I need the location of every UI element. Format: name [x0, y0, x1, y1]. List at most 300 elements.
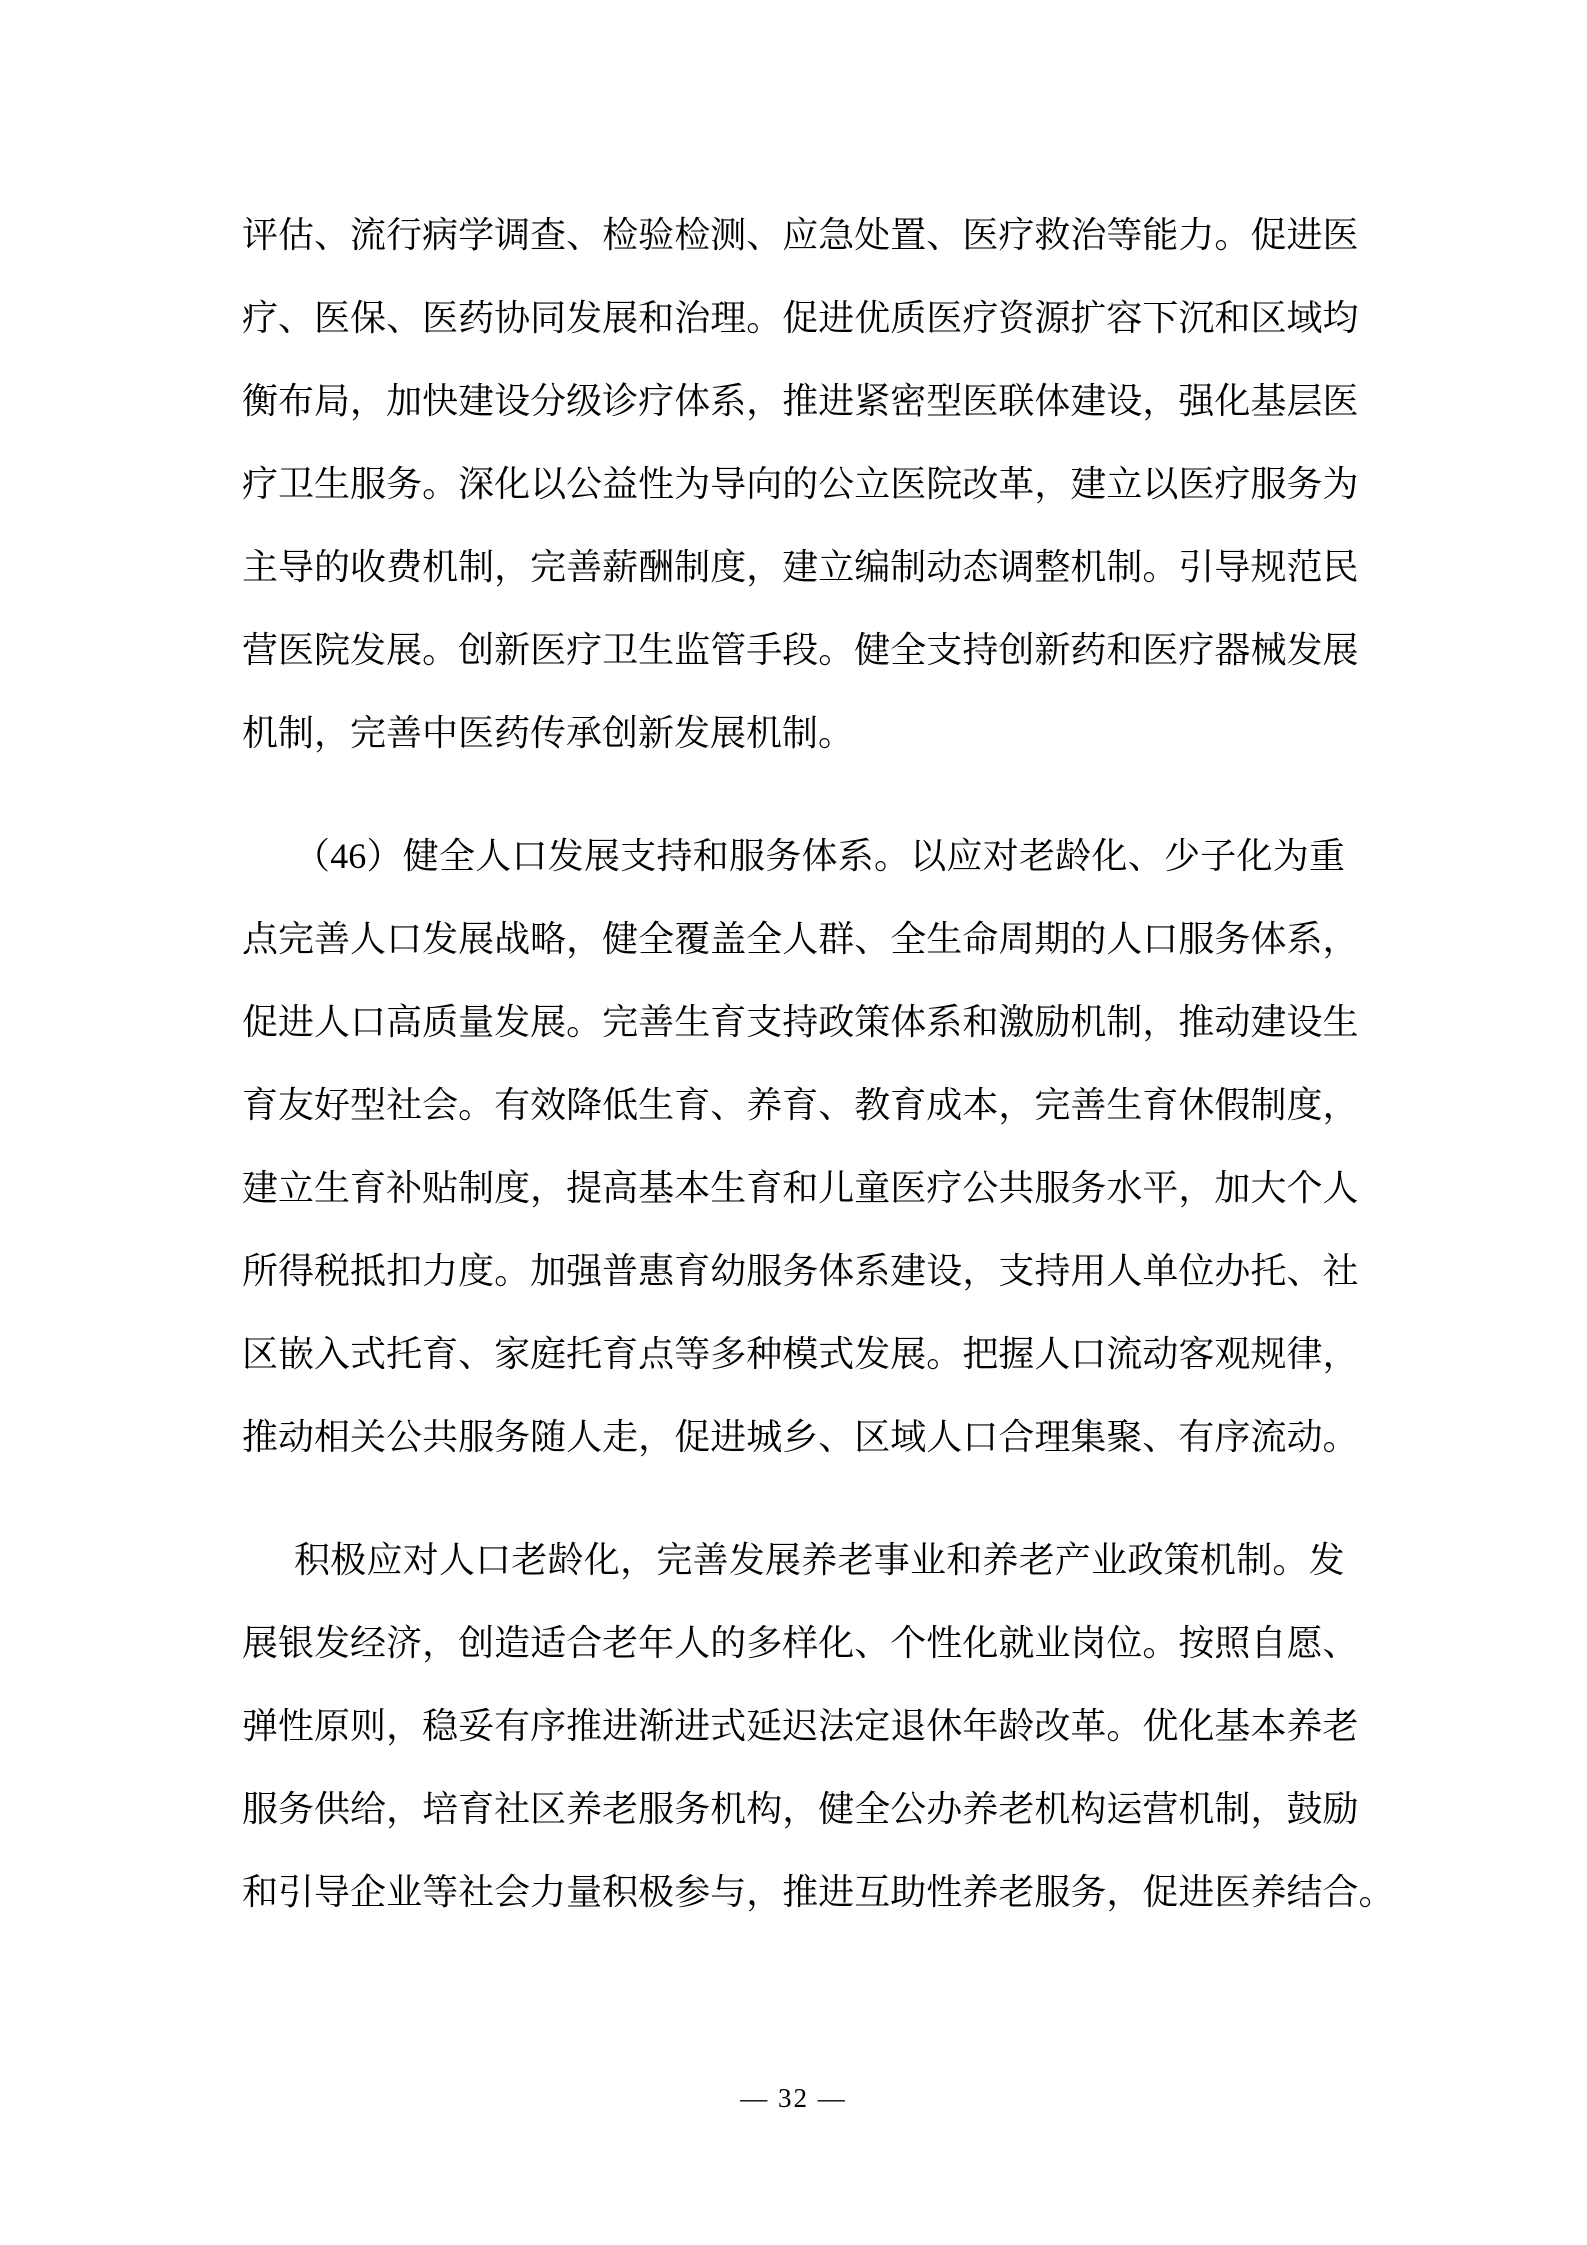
glyph: 化: [1091, 836, 1128, 876]
glyph: 医: [1214, 1872, 1251, 1912]
text-line: [242, 1851, 1395, 1934]
glyph: 医: [530, 630, 567, 670]
glyph: 医: [1142, 630, 1179, 670]
glyph: 务: [386, 464, 423, 504]
text-line: [242, 1768, 1359, 1851]
text-line: [242, 1147, 1359, 1230]
glyph: 应: [946, 836, 983, 876]
glyph: 发: [674, 713, 711, 753]
glyph: 发: [547, 836, 584, 876]
glyph: 快: [422, 381, 459, 421]
glyph: 本: [674, 1168, 711, 1208]
glyph: 域: [1286, 298, 1323, 338]
glyph: 医: [962, 381, 999, 421]
glyph: 假: [1214, 1085, 1251, 1125]
glyph: 重: [1308, 836, 1345, 876]
glyph: 营: [1142, 1789, 1179, 1829]
glyph: 改: [962, 464, 999, 504]
glyph: 自: [1250, 1623, 1287, 1663]
glyph: 医: [314, 298, 351, 338]
glyph: 衡: [242, 381, 279, 421]
glyph: 中: [422, 713, 459, 753]
glyph: 全: [438, 836, 475, 876]
glyph: 共: [998, 1168, 1035, 1208]
glyph: 助: [890, 1872, 927, 1912]
glyph: 。: [422, 630, 459, 670]
glyph: ，: [1250, 1789, 1287, 1829]
glyph: 原: [314, 1706, 351, 1746]
glyph: 人: [1034, 1334, 1071, 1374]
glyph: 质: [890, 298, 927, 338]
glyph: 进: [674, 1706, 711, 1746]
glyph: 构: [1070, 1789, 1107, 1829]
glyph: 老: [998, 1872, 1035, 1912]
glyph: 全: [638, 919, 675, 959]
glyph: 治: [674, 298, 711, 338]
glyph: 展: [890, 1334, 927, 1374]
glyph: 、: [854, 1623, 891, 1663]
glyph: 发: [1308, 1540, 1345, 1580]
glyph: 力: [1178, 215, 1215, 255]
glyph: 服: [1250, 464, 1287, 504]
glyph: 、: [1286, 1251, 1323, 1291]
glyph: 育: [746, 1168, 783, 1208]
glyph: 握: [998, 1334, 1035, 1374]
glyph: 老: [1018, 1540, 1055, 1580]
glyph: 度: [494, 1168, 531, 1208]
glyph: 度: [1286, 1085, 1323, 1125]
glyph: 体: [1250, 919, 1287, 959]
glyph: 系: [710, 381, 747, 421]
glyph: 管: [710, 630, 747, 670]
glyph: 。: [422, 464, 459, 504]
glyph: 积: [294, 1540, 331, 1580]
glyph: 老: [998, 1789, 1035, 1829]
glyph: 全: [854, 1789, 891, 1829]
glyph: 务: [494, 1417, 531, 1457]
glyph: ，: [530, 1168, 567, 1208]
glyph: 区: [1250, 298, 1287, 338]
glyph: 服: [1034, 1168, 1071, 1208]
glyph: 老: [1322, 1706, 1359, 1746]
glyph: 口: [350, 1002, 387, 1042]
glyph: 改: [1034, 1706, 1071, 1746]
glyph: 革: [1070, 1706, 1107, 1746]
glyph: 革: [998, 464, 1035, 504]
glyph: 童: [854, 1168, 891, 1208]
glyph: 照: [1214, 1623, 1251, 1663]
glyph: 效: [530, 1085, 567, 1125]
glyph: 进: [818, 1872, 855, 1912]
text-line: [242, 1064, 1359, 1147]
glyph: 生: [674, 1002, 711, 1042]
glyph: 建: [782, 547, 819, 587]
glyph: 支: [620, 836, 657, 876]
glyph: 持: [1034, 1251, 1071, 1291]
glyph: 结: [1286, 1872, 1323, 1912]
glyph: （: [294, 836, 331, 876]
glyph: 承: [566, 713, 603, 753]
glyph: ，: [386, 1789, 423, 1829]
glyph: 调: [494, 215, 531, 255]
glyph: 略: [530, 919, 567, 959]
glyph: 、: [458, 1334, 495, 1374]
glyph: 设: [1106, 381, 1143, 421]
glyph: 相: [314, 1417, 351, 1457]
glyph: 造: [494, 1623, 531, 1663]
glyph: 服: [242, 1789, 279, 1829]
glyph: 立: [1106, 464, 1143, 504]
glyph: 区: [530, 1789, 567, 1829]
glyph: 加: [386, 381, 423, 421]
glyph: 观: [1214, 1334, 1251, 1374]
paragraph: [242, 1519, 1395, 1934]
glyph: 命: [962, 919, 999, 959]
glyph: 化: [818, 1623, 855, 1663]
glyph: 和: [1106, 630, 1143, 670]
glyph: 育: [1142, 1085, 1179, 1125]
glyph: 导: [314, 1872, 351, 1912]
glyph: 进: [278, 1002, 315, 1042]
glyph: 育: [242, 1085, 279, 1125]
glyph: 制: [782, 713, 819, 753]
glyph: 动: [1142, 1334, 1179, 1374]
glyph: 疗: [962, 298, 999, 338]
glyph: 序: [1214, 1417, 1251, 1457]
glyph: 大: [1250, 1168, 1287, 1208]
glyph: 促: [782, 298, 819, 338]
glyph: 制: [278, 713, 315, 753]
text-line: [242, 360, 1359, 443]
glyph: 育: [674, 1085, 711, 1125]
glyph: 人: [1106, 919, 1143, 959]
glyph: 机: [242, 713, 279, 753]
glyph: 周: [998, 919, 1035, 959]
glyph: 沉: [1178, 298, 1215, 338]
glyph: 本: [962, 1085, 999, 1125]
glyph: 聚: [1106, 1417, 1143, 1457]
glyph: 本: [1250, 1706, 1287, 1746]
glyph: 发: [1286, 630, 1323, 670]
glyph: 体: [801, 836, 838, 876]
glyph: 设: [494, 381, 531, 421]
glyph: 性: [638, 464, 675, 504]
text-line: [242, 981, 1359, 1064]
glyph: 向: [746, 464, 783, 504]
glyph: 企: [350, 1872, 387, 1912]
glyph: 龄: [1055, 836, 1092, 876]
glyph: 。: [873, 836, 910, 876]
glyph: 导: [710, 464, 747, 504]
glyph: ，: [746, 1872, 783, 1912]
glyph: 、: [1127, 836, 1164, 876]
glyph: 人: [1106, 1251, 1143, 1291]
glyph: 展: [602, 298, 639, 338]
glyph: 业: [1091, 1540, 1128, 1580]
glyph: 积: [602, 1872, 639, 1912]
glyph: 系: [854, 1251, 891, 1291]
text-line: [242, 277, 1359, 360]
glyph: 人: [674, 1623, 711, 1663]
glyph: 人: [1322, 1168, 1359, 1208]
text-line: [242, 194, 1359, 277]
glyph: 公: [890, 1789, 927, 1829]
glyph: 理: [1034, 1417, 1071, 1457]
glyph: 处: [854, 215, 891, 255]
glyph: 建: [1070, 381, 1107, 421]
text-line: [242, 1602, 1359, 1685]
glyph: 低: [602, 1085, 639, 1125]
glyph: 等: [422, 1872, 459, 1912]
glyph: 机: [710, 1789, 747, 1829]
glyph: 展: [1322, 630, 1359, 670]
glyph: 。: [926, 1334, 963, 1374]
glyph: 完: [656, 1540, 693, 1580]
glyph: ，: [566, 919, 603, 959]
glyph: 服: [638, 1789, 675, 1829]
glyph: 城: [746, 1417, 783, 1457]
glyph: 医: [458, 713, 495, 753]
glyph: 政: [818, 1002, 855, 1042]
glyph: 高: [386, 1002, 423, 1042]
glyph: 学: [458, 215, 495, 255]
glyph: 老: [1018, 836, 1055, 876]
glyph: 社: [1322, 1251, 1359, 1291]
glyph: ，: [1106, 1872, 1143, 1912]
glyph: 补: [386, 1168, 423, 1208]
glyph: 生: [638, 630, 675, 670]
glyph: 展: [583, 836, 620, 876]
glyph: 乡: [782, 1417, 819, 1457]
glyph: 营: [242, 630, 279, 670]
glyph: 惠: [638, 1251, 675, 1291]
glyph: 个: [890, 1623, 927, 1663]
glyph: 紧: [854, 381, 891, 421]
glyph: 联: [998, 381, 1035, 421]
glyph: 制: [1106, 547, 1143, 587]
glyph: 高: [602, 1168, 639, 1208]
glyph: 鼓: [1286, 1789, 1323, 1829]
glyph: 医: [1178, 464, 1215, 504]
glyph: 。: [566, 1002, 603, 1042]
glyph: 生: [710, 1168, 747, 1208]
glyph: 机: [746, 713, 783, 753]
glyph: 善: [566, 547, 603, 587]
glyph: 机: [1199, 1540, 1236, 1580]
glyph: ，: [998, 1085, 1035, 1125]
glyph: 老: [511, 1540, 548, 1580]
glyph: 推: [1178, 1002, 1215, 1042]
glyph: 医: [1322, 381, 1359, 421]
glyph: ，: [782, 1789, 819, 1829]
glyph: 。: [1106, 1706, 1143, 1746]
glyph: 随: [530, 1417, 567, 1457]
glyph: ，: [1322, 1085, 1359, 1125]
glyph: 期: [1034, 919, 1071, 959]
glyph: ，: [494, 547, 531, 587]
glyph: 、: [818, 1417, 855, 1457]
glyph: 极: [330, 1540, 367, 1580]
glyph: 济: [386, 1623, 423, 1663]
glyph: ，: [1034, 464, 1071, 504]
glyph: 策: [1163, 1540, 1200, 1580]
glyph: 进: [818, 381, 855, 421]
glyph: 多: [710, 1334, 747, 1374]
glyph: 养: [1286, 1706, 1323, 1746]
glyph: 化: [583, 1540, 620, 1580]
glyph: 和: [692, 836, 729, 876]
glyph: 银: [278, 1623, 315, 1663]
text-line: [242, 1519, 1345, 1602]
glyph: 务: [782, 1251, 819, 1291]
glyph: 税: [314, 1251, 351, 1291]
glyph: 业: [909, 1540, 946, 1580]
glyph: 生: [314, 1168, 351, 1208]
glyph: 制: [890, 547, 927, 587]
glyph: 医: [422, 298, 459, 338]
glyph: 口: [1070, 1334, 1107, 1374]
glyph: 共: [422, 1417, 459, 1457]
glyph: 的: [782, 464, 819, 504]
glyph: 教: [854, 1085, 891, 1125]
glyph: 健: [818, 1789, 855, 1829]
glyph: 估: [278, 215, 315, 255]
glyph: 验: [638, 215, 675, 255]
glyph: 、: [1322, 1623, 1359, 1663]
glyph: 急: [818, 215, 855, 255]
glyph: 退: [890, 1706, 927, 1746]
glyph: 展: [386, 630, 423, 670]
glyph: 立: [278, 1168, 315, 1208]
glyph: 动: [278, 1417, 315, 1457]
glyph: 持: [782, 1002, 819, 1042]
glyph: 合: [566, 1623, 603, 1663]
document-body: [242, 194, 1395, 1934]
glyph: 年: [962, 1706, 999, 1746]
glyph: 庭: [530, 1334, 567, 1374]
glyph: 嵌: [278, 1334, 315, 1374]
glyph: 46: [330, 836, 367, 876]
glyph: 疗: [638, 381, 675, 421]
glyph: 局: [314, 381, 351, 421]
glyph: 分: [530, 381, 567, 421]
glyph: 加: [530, 1251, 567, 1291]
glyph: 扣: [386, 1251, 423, 1291]
glyph: 位: [1106, 1623, 1143, 1663]
glyph: 和: [242, 1872, 279, 1912]
glyph: 推: [782, 381, 819, 421]
glyph: 疗: [1214, 464, 1251, 504]
glyph: 疗: [242, 298, 279, 338]
glyph: 律: [1286, 1334, 1323, 1374]
glyph: 老: [837, 1540, 874, 1580]
glyph: 育: [458, 1789, 495, 1829]
glyph: ，: [962, 1251, 999, 1291]
glyph: 新: [494, 630, 531, 670]
glyph: 建: [1250, 1002, 1287, 1042]
page-footer: [0, 2078, 1587, 2118]
glyph: 诊: [602, 381, 639, 421]
glyph: 生: [1106, 1085, 1143, 1125]
glyph: 导: [278, 547, 315, 587]
glyph: 。: [1142, 547, 1179, 587]
glyph: ，: [1178, 1168, 1215, 1208]
glyph: 建: [1070, 464, 1107, 504]
glyph: 传: [530, 713, 567, 753]
glyph: 持: [656, 836, 693, 876]
glyph: 口: [475, 1540, 512, 1580]
glyph: 友: [278, 1085, 315, 1125]
glyph: 制: [1250, 1085, 1287, 1125]
glyph: 老: [602, 1789, 639, 1829]
glyph: 儿: [818, 1168, 855, 1208]
glyph: 器: [1214, 630, 1251, 670]
glyph: 会: [422, 1085, 459, 1125]
glyph: 域: [890, 1417, 927, 1457]
glyph: 休: [1178, 1085, 1215, 1125]
glyph: 收: [350, 547, 387, 587]
glyph: 展: [530, 1002, 567, 1042]
glyph: 激: [998, 1002, 1035, 1042]
glyph: 励: [1034, 1002, 1071, 1042]
glyph: 建: [458, 381, 495, 421]
glyph: 务: [1286, 464, 1323, 504]
glyph: 稳: [422, 1706, 459, 1746]
glyph: 养: [566, 1789, 603, 1829]
glyph: 公: [386, 1417, 423, 1457]
glyph: 模: [782, 1334, 819, 1374]
text-line: [242, 526, 1359, 609]
glyph: 院: [314, 630, 351, 670]
glyph: 得: [278, 1251, 315, 1291]
glyph: 发: [422, 919, 459, 959]
glyph: ，: [386, 1706, 423, 1746]
glyph: 促: [1142, 1872, 1179, 1912]
glyph: 、: [854, 919, 891, 959]
glyph: 集: [1070, 1417, 1107, 1457]
glyph: 医: [278, 630, 315, 670]
glyph: 口: [386, 919, 423, 959]
glyph: 测: [710, 215, 747, 255]
glyph: 益: [602, 464, 639, 504]
glyph: 养: [801, 1540, 838, 1580]
glyph: 制: [1236, 1540, 1273, 1580]
glyph: 务: [674, 1789, 711, 1829]
glyph: 政: [1127, 1540, 1164, 1580]
glyph: 治: [1070, 215, 1107, 255]
glyph: 流: [1250, 1417, 1287, 1457]
glyph: 化: [1236, 836, 1273, 876]
glyph: 生: [638, 1085, 675, 1125]
glyph: 检: [674, 215, 711, 255]
glyph: 战: [494, 919, 531, 959]
glyph: 社: [494, 1789, 531, 1829]
glyph: 性: [926, 1623, 963, 1663]
glyph: 培: [422, 1789, 459, 1829]
glyph: 关: [350, 1417, 387, 1457]
glyph: 为: [674, 464, 711, 504]
glyph: 发: [314, 1623, 351, 1663]
glyph: 、: [386, 298, 423, 338]
glyph: 平: [1142, 1168, 1179, 1208]
glyph: 单: [1142, 1251, 1179, 1291]
glyph: 为: [1322, 464, 1359, 504]
glyph: 口: [511, 836, 548, 876]
glyph: 运: [1106, 1789, 1143, 1829]
glyph: 服: [728, 836, 765, 876]
glyph: 的: [314, 547, 351, 587]
glyph: 和: [782, 1168, 819, 1208]
